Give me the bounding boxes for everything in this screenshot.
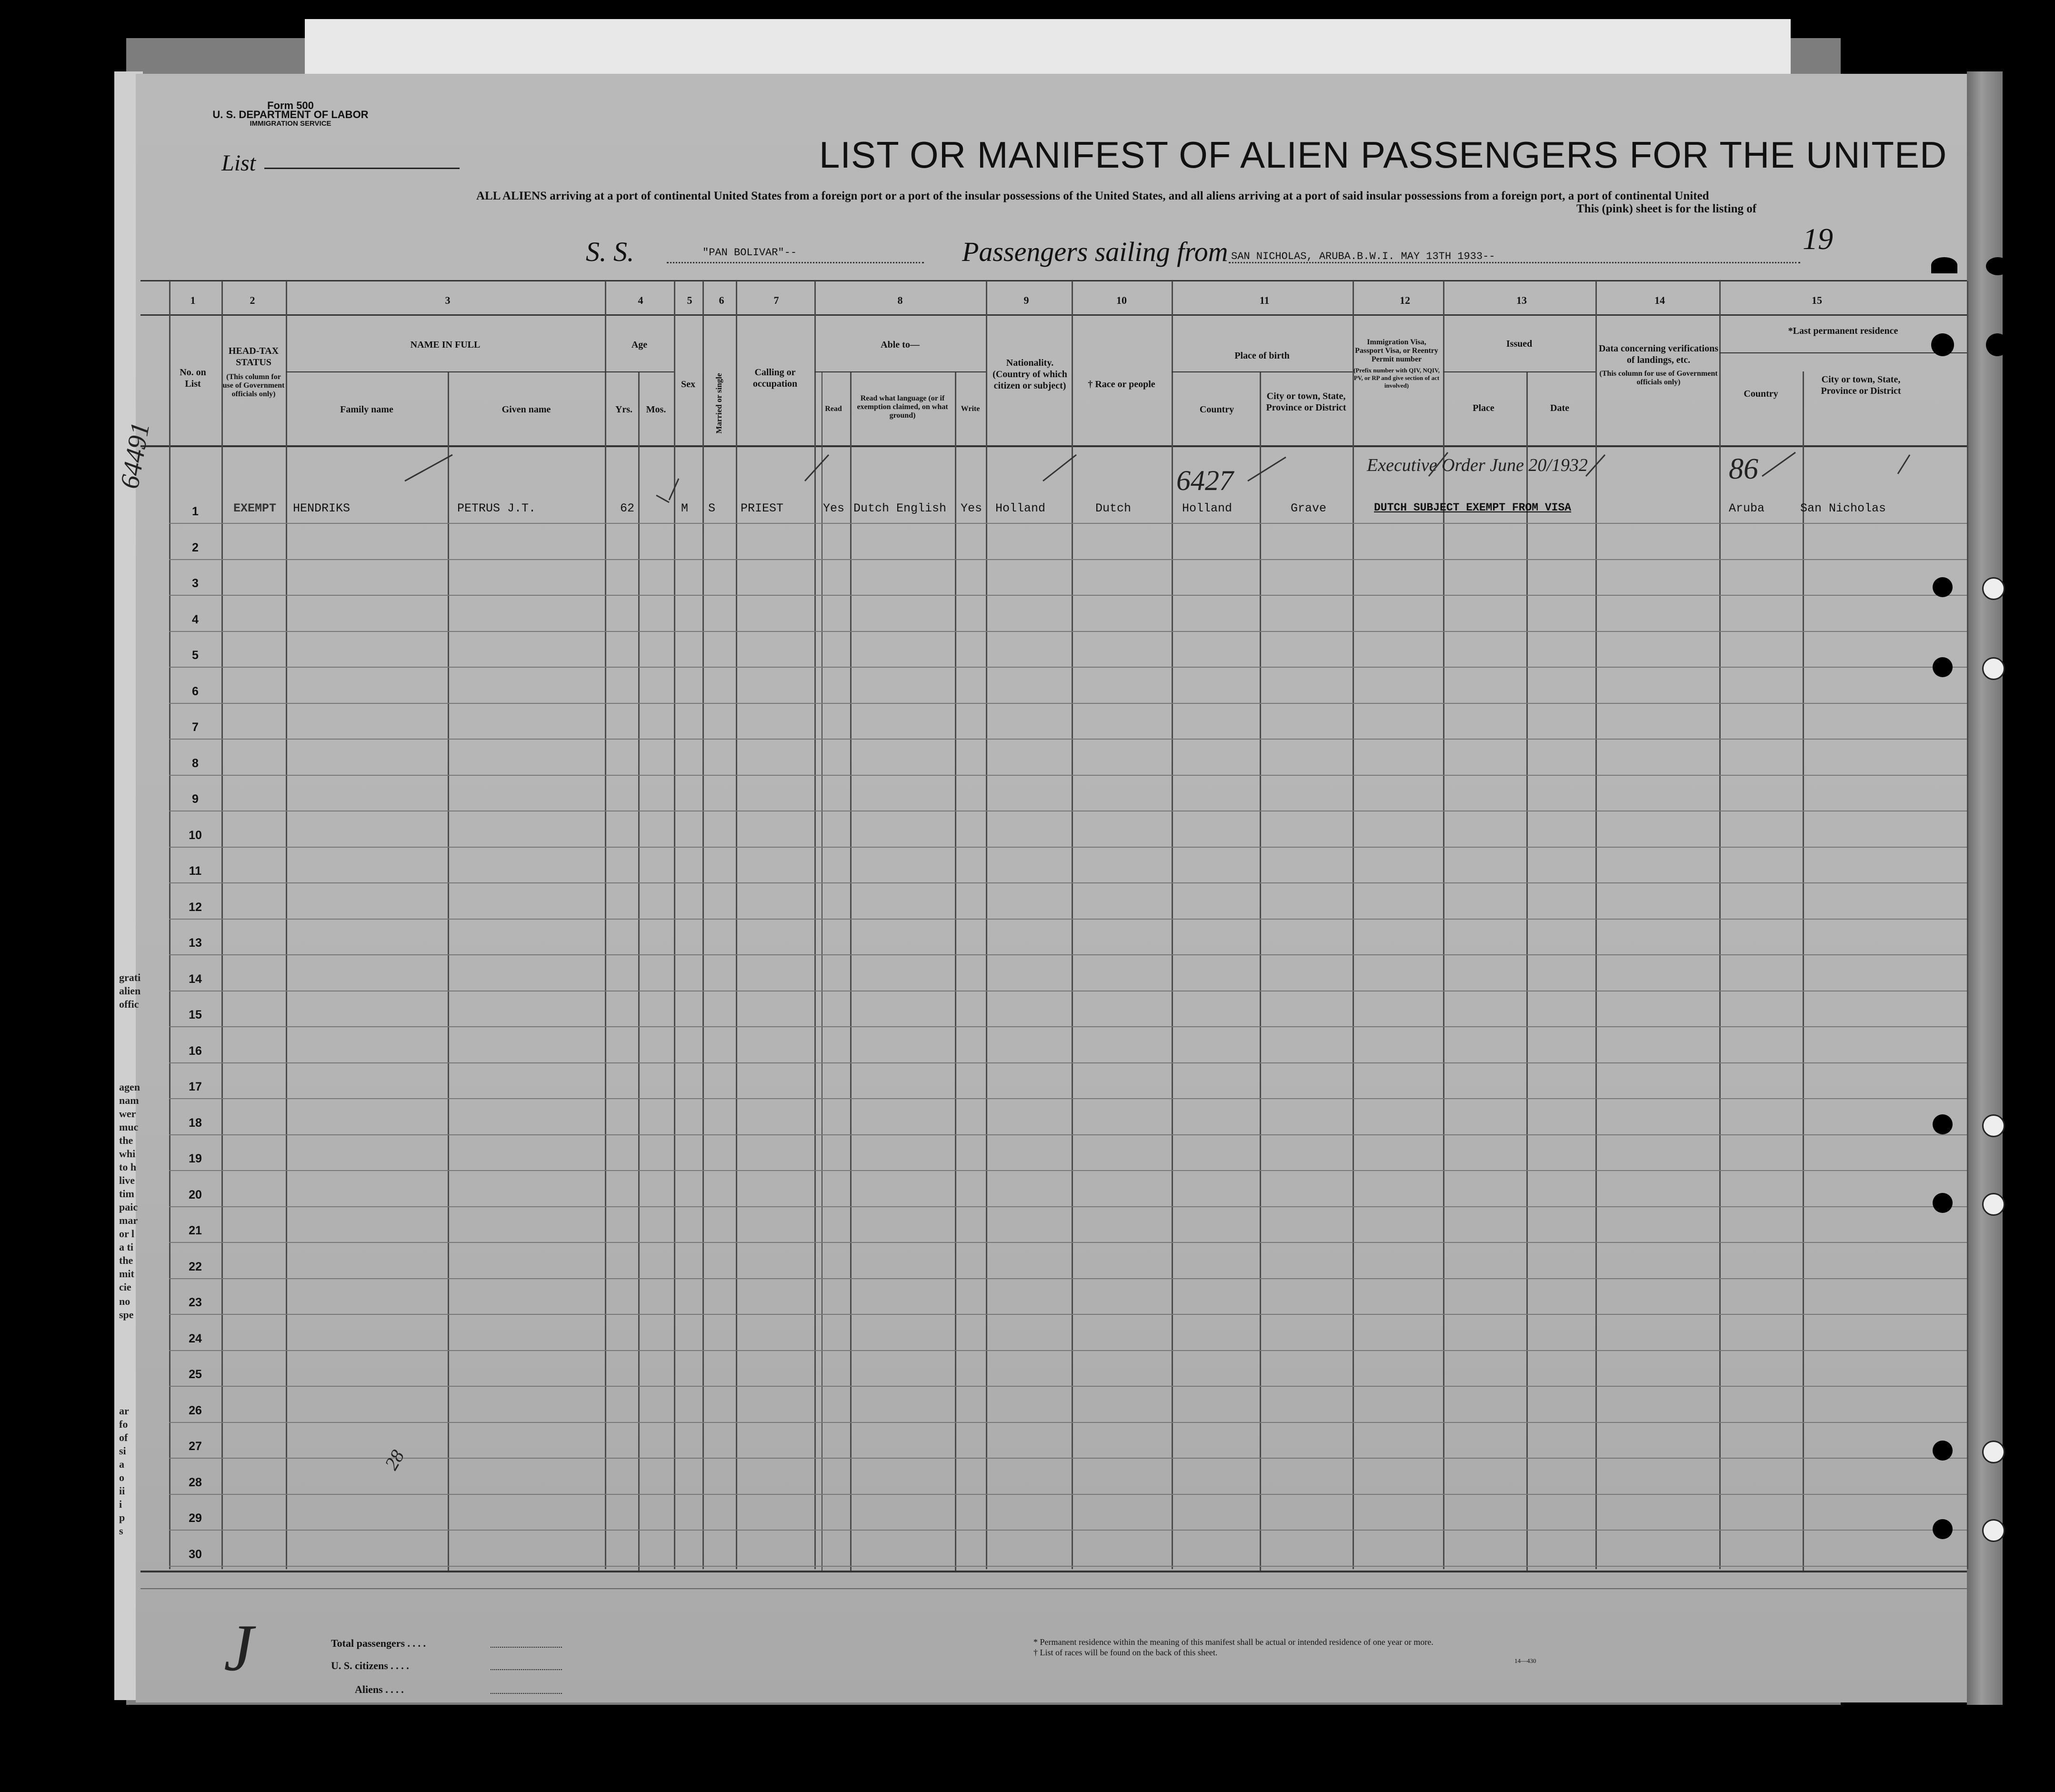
binder-hole-icon xyxy=(1982,1441,2005,1463)
manifest-subtitle: ALL ALIENS arriving at a port of continental United States from a foreign port or a port of the insular possessions of the United States, and all aliens arriving at a port of said insular possessions from a foreign port, a port of continental United xyxy=(476,190,1709,202)
row-number: 3 xyxy=(192,577,199,590)
colnum-10: 10 xyxy=(1116,294,1127,306)
us-citizens-line xyxy=(491,1669,562,1670)
service: IMMIGRATION SERVICE xyxy=(250,120,331,128)
stub-fragment: s xyxy=(119,1525,123,1537)
aliens-label: Aliens . . . . xyxy=(355,1683,404,1695)
nationality: Holland xyxy=(995,501,1046,515)
stub-fragment: to h xyxy=(119,1161,137,1173)
header-date: Date xyxy=(1550,403,1569,413)
binder-hole-icon xyxy=(1933,577,1953,597)
stub-fragment: of xyxy=(119,1432,128,1443)
stub-fragment: fo xyxy=(119,1418,128,1430)
form-number: Form 500 xyxy=(267,100,314,111)
binder-hole-icon xyxy=(1986,333,2009,356)
residence-city: San Nicholas xyxy=(1800,501,1886,515)
header-read-what: Read what language (or if exemption claimed, on what ground) xyxy=(857,394,948,420)
total-passengers-text: Total passengers xyxy=(331,1637,405,1649)
us-citizens-text: U. S. citizens xyxy=(331,1660,388,1672)
stub-fragment: mar xyxy=(119,1214,138,1226)
row-number: 13 xyxy=(189,936,202,950)
handwritten-birth-code: 6427 xyxy=(1176,465,1233,496)
stub-fragment: offic xyxy=(119,998,139,1010)
tick-mark-residence xyxy=(1762,452,1795,476)
binder-hole-icon xyxy=(1931,333,1954,356)
tick-mark-name xyxy=(405,455,452,481)
stub-fragment: p xyxy=(119,1512,125,1523)
row-number: 14 xyxy=(189,972,202,986)
row-number: 16 xyxy=(189,1044,202,1058)
stub-fragment: wer xyxy=(119,1108,136,1120)
stub-fragment: live xyxy=(119,1174,135,1186)
header-calling: Calling or occupation xyxy=(752,367,798,389)
form-code: 14—430 xyxy=(1514,1657,1536,1664)
stub-fragment: muc xyxy=(119,1121,139,1133)
header-race: † Race or people xyxy=(1088,379,1155,390)
can-read: Yes xyxy=(823,501,845,515)
colnum-7: 7 xyxy=(773,294,779,306)
list-label: List xyxy=(221,150,256,176)
row-number: 25 xyxy=(189,1368,202,1381)
binder-hole-icon xyxy=(1982,657,2005,680)
stub-fragment: alien xyxy=(119,985,141,997)
sailing-from: SAN NICHOLAS, ARUBA.B.W.I. MAY 13TH 1933-- xyxy=(1231,250,1495,262)
handwritten-residence-code: 86 xyxy=(1729,453,1758,485)
stub-fragment: spe xyxy=(119,1309,134,1321)
visa-note: (Prefix number with QIV, NQIV, PV, or RP and give section of act involved) xyxy=(1353,367,1440,389)
binder-hole-icon xyxy=(1933,1193,1953,1213)
binder-hole-icon xyxy=(1982,1519,2005,1542)
row-number: 24 xyxy=(189,1331,202,1345)
stub-fragment: cie xyxy=(119,1281,131,1293)
manifest-title: LIST OR MANIFEST OF ALIEN PASSENGERS FOR THE UNITED xyxy=(819,134,1947,176)
header-place-of-birth: Place of birth xyxy=(1234,350,1290,361)
tick-marks-group xyxy=(405,452,1910,502)
colnum-8: 8 xyxy=(897,294,903,306)
header-issued: Issued xyxy=(1506,339,1533,349)
total-passengers-line xyxy=(491,1647,562,1648)
binder-hole-icon xyxy=(1982,1193,2005,1216)
stub-fragment: paic xyxy=(119,1201,138,1213)
tick-mark-birth xyxy=(1248,457,1286,481)
marital-status: S xyxy=(708,501,716,515)
stub-fragment: grati xyxy=(119,971,141,983)
birth-country: Holland xyxy=(1182,501,1233,515)
colnum-5: 5 xyxy=(687,294,692,306)
handwritten-initial: J xyxy=(224,1611,254,1685)
colnum-3: 3 xyxy=(445,294,451,306)
total-passengers-label: Total passengers . . . . xyxy=(331,1637,426,1649)
stub-fragment: tim xyxy=(119,1188,134,1200)
row-number: 20 xyxy=(189,1188,202,1201)
race: Dutch xyxy=(1095,501,1132,515)
row-number: 17 xyxy=(189,1080,202,1093)
colnum-9: 9 xyxy=(1023,294,1029,306)
row-number: 19 xyxy=(189,1152,202,1165)
row-number: 7 xyxy=(192,721,199,734)
stub-fragment: o xyxy=(119,1472,124,1483)
row-number: 6 xyxy=(192,684,199,698)
binder-hole-icon xyxy=(1982,577,2005,600)
stub-fragment: the xyxy=(119,1134,133,1146)
stub-fragment: si xyxy=(119,1445,126,1457)
header-able-to: Able to— xyxy=(881,340,920,350)
sex: M xyxy=(681,501,689,515)
header-yrs: Yrs. xyxy=(615,404,633,415)
manifest-subtitle-2: This (pink) sheet is for the listing of xyxy=(1576,202,1757,215)
row-number: 11 xyxy=(189,864,202,878)
header-res-city: City or town, State, Province or District xyxy=(1821,374,1901,396)
header-res-country: Country xyxy=(1744,389,1778,399)
colnum-1: 1 xyxy=(190,294,196,306)
handwritten-mark: 28 xyxy=(380,1446,409,1474)
binder-hole-icon xyxy=(1933,1441,1953,1461)
stub-fragment: the xyxy=(119,1254,133,1266)
colnum-13: 13 xyxy=(1516,294,1527,306)
colnum-4: 4 xyxy=(638,294,643,306)
row-number: 21 xyxy=(189,1224,202,1237)
row-number: 22 xyxy=(189,1260,202,1273)
stub-fragment: a xyxy=(119,1458,124,1470)
header-age: Age xyxy=(631,340,648,350)
header-nationality: Nationality. (Country of which citizen or subject) xyxy=(992,358,1067,391)
header-no-on-list: No. on List xyxy=(180,367,206,389)
landings-title: Data concerning verifications of landings, etc. xyxy=(1598,343,1719,365)
row-number: 12 xyxy=(189,900,202,914)
year-label: 19 xyxy=(1803,222,1833,256)
binder-hole-icon xyxy=(1986,257,2010,275)
tick-mark-nationality xyxy=(1043,455,1076,481)
row-number: 1 xyxy=(192,505,199,518)
colnum-2: 2 xyxy=(250,294,255,306)
binder-hole-icon xyxy=(1933,1114,1953,1134)
row-number: 4 xyxy=(192,612,199,626)
header-married: Married or single xyxy=(714,373,723,434)
row-number: 26 xyxy=(189,1403,202,1417)
can-write: Yes xyxy=(961,501,982,515)
occupation: PRIEST xyxy=(741,501,784,515)
stub-fragment: or l xyxy=(119,1228,134,1240)
birth-city: Grave xyxy=(1291,501,1327,515)
handwritten-exec-order: Executive Order June 20/1932 xyxy=(1367,455,1588,475)
header-name-in-full: NAME IN FULL xyxy=(410,340,481,350)
slash-date xyxy=(1429,452,1448,476)
age-years: 62 xyxy=(620,501,635,515)
colnum-12: 12 xyxy=(1400,294,1410,306)
row-number: 15 xyxy=(189,1008,202,1021)
tick-mark-age-2 xyxy=(656,495,669,502)
tick-mark-residence-2 xyxy=(1898,455,1910,474)
row-number: 8 xyxy=(192,756,199,770)
sailing-label: Passengers sailing from xyxy=(962,236,1228,267)
stub-fragment: i xyxy=(119,1498,122,1510)
stub-fragment: agen xyxy=(119,1081,140,1093)
stub-fragment: ii xyxy=(119,1485,125,1497)
colnum-15: 15 xyxy=(1812,294,1822,306)
residence-country: Aruba xyxy=(1729,501,1765,515)
tick-mark-age xyxy=(669,479,679,500)
colnum-6: 6 xyxy=(719,294,724,306)
head-tax-title: HEAD-TAX STATUS xyxy=(228,346,279,368)
landings-note: (This column for use of Government officials only) xyxy=(1599,370,1718,386)
header-read: Read xyxy=(825,405,842,413)
row-number: 28 xyxy=(189,1475,202,1489)
header-write: Write xyxy=(961,405,980,413)
colnum-11: 11 xyxy=(1259,294,1270,306)
header-sex: Sex xyxy=(681,379,695,390)
stub-fragment: mit xyxy=(119,1268,134,1280)
binder-hole-icon xyxy=(1931,257,1957,273)
binder-hole-icon xyxy=(1933,1519,1953,1539)
header-last-residence: *Last permanent residence xyxy=(1788,326,1898,336)
header-place: Place xyxy=(1473,403,1494,413)
row-number: 29 xyxy=(189,1512,202,1525)
tick-mark-visa xyxy=(1586,455,1605,476)
row-number: 30 xyxy=(189,1547,202,1561)
stub-fragment: ar xyxy=(119,1405,129,1417)
stub-fragment: whi xyxy=(119,1148,136,1160)
us-citizens-label: U. S. citizens . . . . xyxy=(331,1660,409,1672)
head-tax-status: EXEMPT xyxy=(233,501,277,515)
given-name: PETRUS J.T. xyxy=(457,501,536,515)
header-mos: Mos. xyxy=(646,404,666,415)
header-family-name: Family name xyxy=(340,404,393,415)
visa-title: Immigration Visa, Passport Visa, or Reentry Permit number xyxy=(1355,338,1438,363)
row-number: 5 xyxy=(192,649,199,662)
aliens-line xyxy=(491,1693,562,1694)
stub-fragment: no xyxy=(119,1295,130,1307)
head-tax-note: (This column for use of Government officials only) xyxy=(222,373,285,398)
header-birth-city: City or town, State, Province or District xyxy=(1266,391,1346,413)
row-number: 9 xyxy=(192,792,199,806)
tick-mark-calling xyxy=(805,455,829,481)
ship-name: "PAN BOLIVAR"-- xyxy=(702,247,797,259)
footnote-races: † List of races will be found on the back of this sheet. xyxy=(1033,1648,1218,1657)
row-number: 27 xyxy=(189,1440,202,1453)
row-number: 10 xyxy=(189,828,202,842)
row-number: 18 xyxy=(189,1116,202,1130)
row-number: 2 xyxy=(192,541,199,554)
visa-note: DUTCH SUBJECT EXEMPT FROM VISA xyxy=(1374,501,1572,514)
header-birth-country: Country xyxy=(1199,404,1234,415)
footnote-residence: * Permanent residence within the meaning of this manifest shall be actual or intended residence of one year or more. xyxy=(1033,1637,1433,1647)
ss-label: S. S. xyxy=(586,236,634,267)
aliens-text: Aliens xyxy=(355,1683,383,1695)
header-given-name: Given name xyxy=(501,404,551,415)
language: Dutch English xyxy=(853,501,947,515)
colnum-14: 14 xyxy=(1654,294,1665,306)
family-name: HENDRIKS xyxy=(293,501,351,515)
binder-hole-icon xyxy=(1933,657,1953,677)
binder-hole-icon xyxy=(1982,1114,2005,1137)
row-number: 23 xyxy=(189,1296,202,1309)
stub-fragment: nam xyxy=(119,1094,139,1106)
stub-fragment: a ti xyxy=(119,1241,133,1253)
department: U. S. DEPARTMENT OF LABOR xyxy=(212,109,369,120)
handwritten-margin-number: 64491 xyxy=(114,420,156,491)
